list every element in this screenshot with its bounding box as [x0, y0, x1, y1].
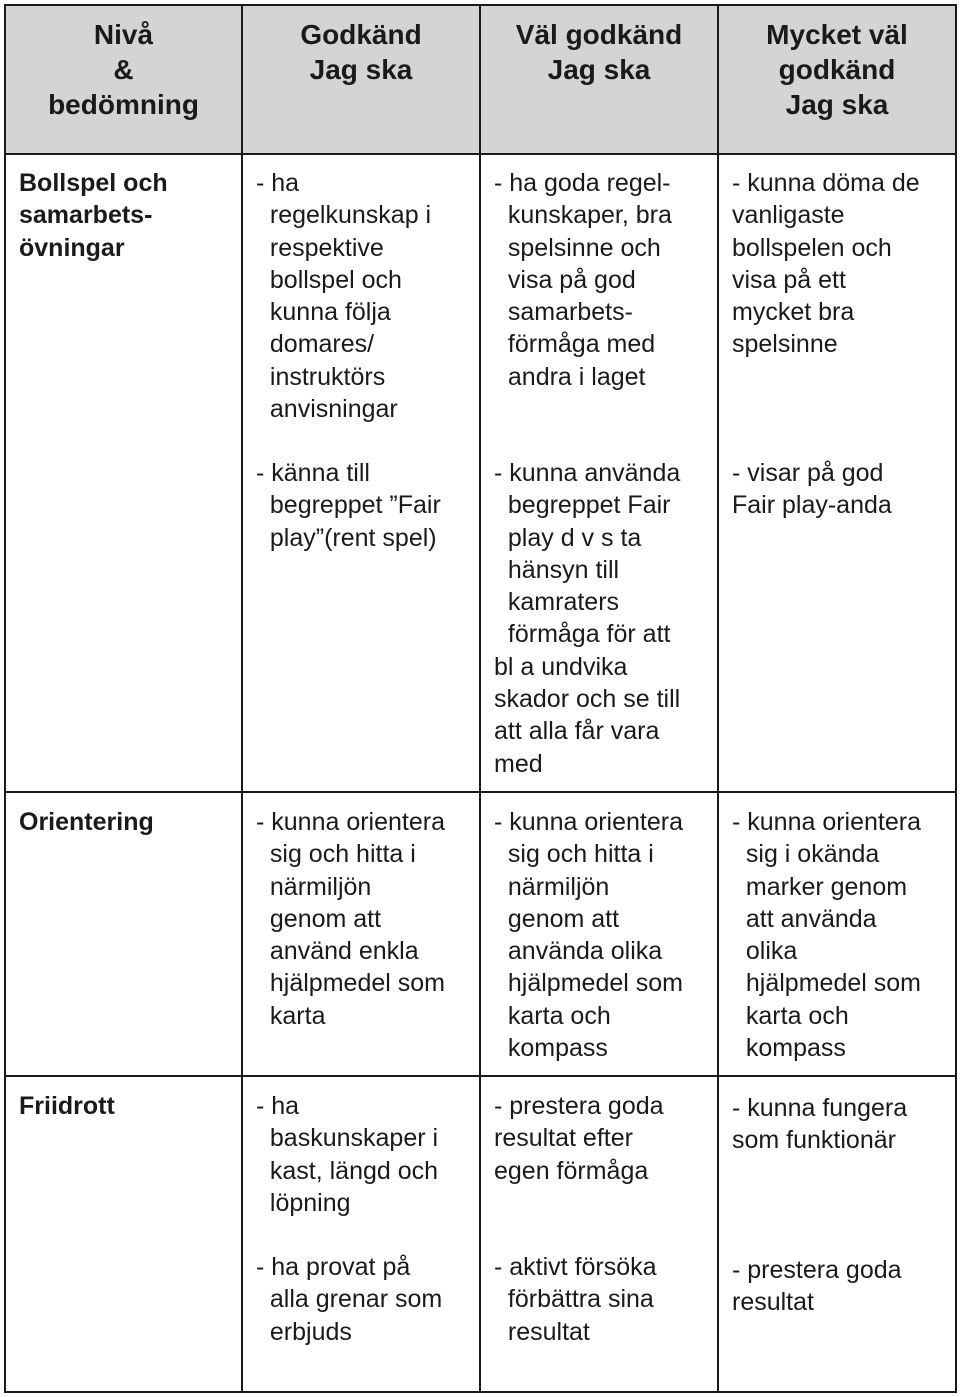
header-godkand: Godkänd Jag ska	[300, 19, 422, 85]
cell-friidrott-mycket-val-1: - kunna fungera som funktionär	[732, 1094, 908, 1155]
cell-orientering-mycket-val: - kunna orientera sig i okända marker genom att använda olika hjälpmedel som karta och kompass	[732, 808, 922, 1063]
row-label-bollspel: Bollspel och samarbets- övningar	[19, 169, 168, 262]
cell-bollspel-godkand-1: - ha regelkunskap i respektive bollspel och kunna följa domares/ instruktörs anvisningar	[256, 169, 432, 424]
col-rule-3	[717, 4, 719, 1393]
row-label-friidrott: Friidrott	[19, 1092, 115, 1120]
header-mycket-val-godkand: Mycket väl godkänd Jag ska	[766, 19, 908, 120]
cell-orientering-val-godkand: - kunna orientera sig och hitta i närmiljön genom att använda olika hjälpmedel som karta och kompass	[494, 808, 684, 1063]
col-rule-0	[4, 4, 6, 1393]
cell-bollspel-godkand-2: - känna till begreppet ”Fair play”(rent spel)	[256, 459, 441, 552]
cell-friidrott-godkand-1: - ha baskunskaper i kast, längd och löpning	[256, 1092, 439, 1217]
cell-friidrott-val-godkand-2: - aktivt försöka förbättra sina resultat	[494, 1253, 657, 1346]
cell-bollspel-val-godkand-2: - kunna använda begreppet Fair play d v s ta hänsyn till kamraters förmåga för att bl a undvika skador och se till att alla får vara med	[494, 459, 681, 778]
header-val-godkand: Väl godkänd Jag ska	[515, 19, 683, 85]
row-label-orientering: Orientering	[19, 808, 154, 836]
col-rule-1	[241, 4, 243, 1393]
col-rule-2	[479, 4, 481, 1393]
cell-bollspel-mycket-val-2: - visar på god Fair play-anda	[732, 459, 892, 520]
col-rule-4	[955, 4, 957, 1393]
cell-friidrott-val-godkand-1: - prestera goda resultat efter egen förmåga	[494, 1092, 664, 1185]
cell-friidrott-godkand-2: - ha provat på alla grenar som erbjuds	[256, 1253, 443, 1346]
header-level: Nivå & bedömning	[48, 19, 199, 120]
cell-bollspel-mycket-val-1: - kunna döma de vanligaste bollspelen och visa på ett mycket bra spelsinne	[732, 169, 920, 359]
cell-bollspel-val-godkand-1: - ha goda regel- kunskaper, bra spelsinne och visa på god samarbets- förmåga med andra i laget	[494, 169, 672, 391]
cell-orientering-godkand: - kunna orientera sig och hitta i närmiljön genom att använd enkla hjälpmedel som karta	[256, 808, 446, 1030]
cell-friidrott-mycket-val-2: - prestera goda resultat	[732, 1256, 902, 1317]
